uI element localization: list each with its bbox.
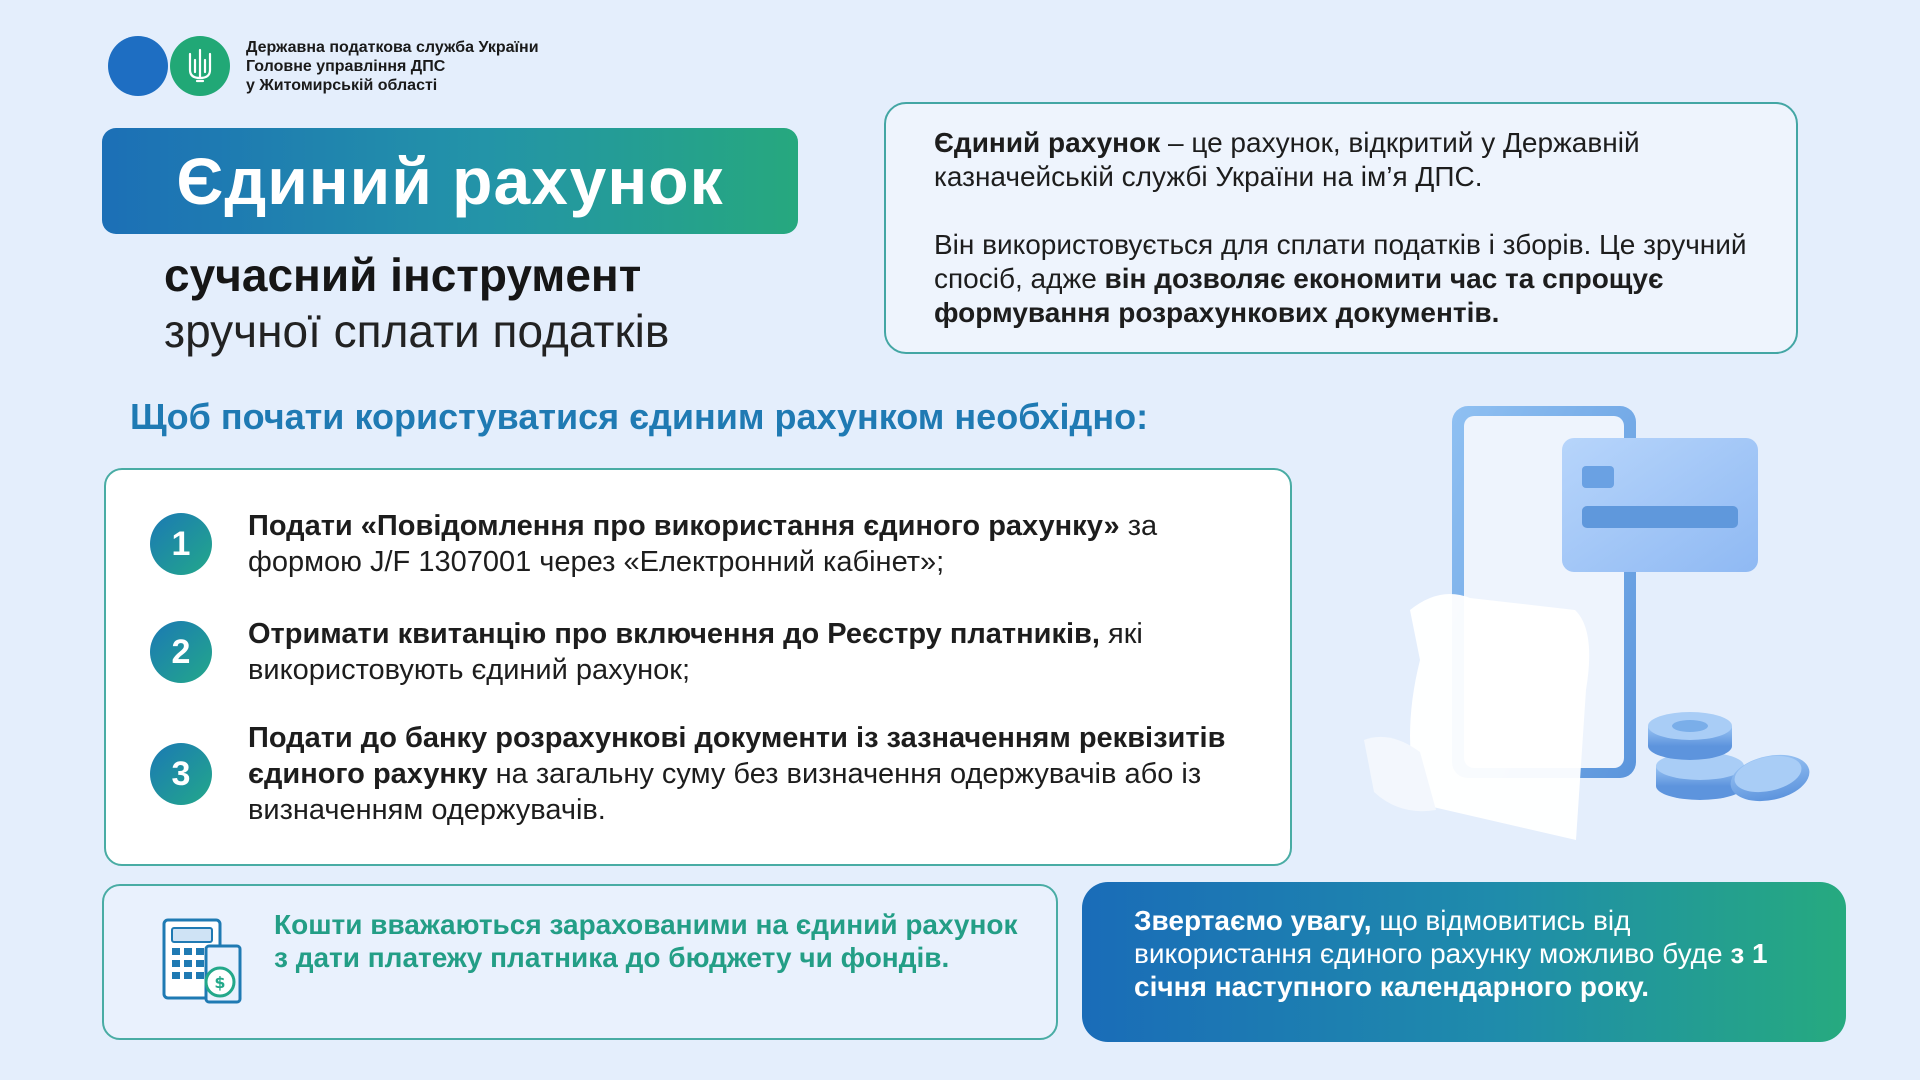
subtitle-bold: сучасний інструмент [164,249,642,301]
subtitle-regular: зручної сплати податків [164,305,670,357]
attention-bold-1: Звертаємо увагу, [1134,905,1372,936]
steps-box [104,468,1292,866]
step-2 [150,616,1148,688]
step-bold: Отримати квитанцію про включення до Реєстру платників, [248,618,1100,650]
payment-illustration [1360,400,1830,850]
step-bold: Подати до банку розрахункові документи із зазначенням реквізитів єдиного рахунку [248,722,1226,790]
org-name [246,38,539,95]
info-box [884,102,1798,354]
page-title: Єдиний рахунок [176,144,724,218]
trident-icon [185,48,215,84]
org-line-3: у Житомирській області [246,76,438,94]
step-number: 2 [150,621,212,683]
step-rest: які використовують єдиний рахунок; [248,618,1143,686]
svg-text:$: $ [214,973,226,992]
step-text [248,720,1268,828]
step-rest: на загальну суму без визначення одержувачів або із визначенням одержувачів. [248,758,1202,826]
step-number: 3 [150,743,212,805]
attention-box [1082,882,1846,1042]
org-line-2: Головне управління ДПС [246,57,446,75]
step-text [248,508,1248,580]
funds-note-text: Кошти вважаються зарахованими на єдиний рахунок з дати платежу платника до бюджету чи фондів. [274,909,1018,973]
coins-stack-icon [1648,712,1814,808]
funds-note-box [102,884,1058,1040]
step-bold: Подати «Повідомлення про використання єдиного рахунку» [248,510,1120,542]
attention-bold-2: з 1 січня наступного календарного року. [1134,938,1768,1002]
info-p2-bold: він дозволяє економити час та спрощує формування розрахункових документів. [934,263,1664,328]
step-number: 1 [150,513,212,575]
logo-blue-circle [108,36,168,96]
logo-green-circle [170,36,230,96]
bank-card-icon [1562,438,1758,572]
step-rest: за формою J/F 1307001 через «Електронний кабінет»; [248,510,1158,578]
info-p1-bold: Єдиний рахунок [934,127,1161,158]
info-paragraph-1 [934,126,1756,194]
receipt-icon [1364,594,1589,840]
section-heading: Щоб почати користуватися єдиним рахунком необхідно: [130,396,1149,437]
calculator-document-icon [156,916,248,1012]
step-1 [150,508,1248,580]
info-p1-text: – це рахунок, відкритий у Державній казначейській службі України на ім’я ДПС. [934,127,1640,192]
logo [108,36,539,96]
step-text [248,616,1148,688]
step-3 [150,720,1268,828]
info-paragraph-2 [934,228,1756,330]
title-banner [102,128,798,234]
attention-text: що відмовитись від використання єдиного рахунку можливо буде [1134,905,1731,969]
info-p2-text: Він використовується для сплати податків і зборів. Це зручний спосіб, адже [934,229,1747,294]
org-line-1: Державна податкова служба України [246,38,539,56]
